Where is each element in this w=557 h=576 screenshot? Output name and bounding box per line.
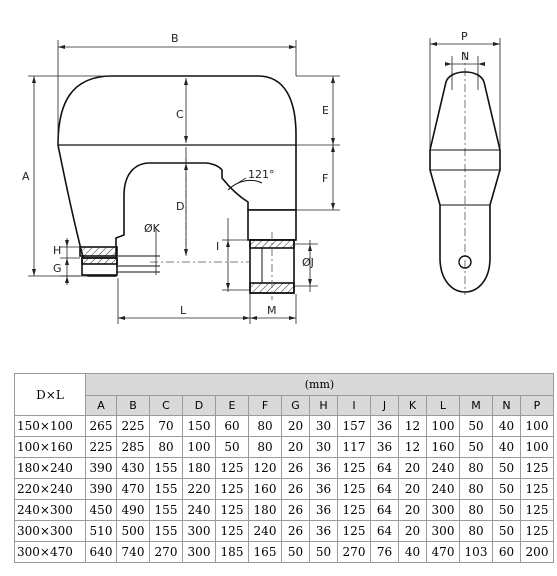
value-cell-a: 390 [86,479,117,500]
value-cell-n: 50 [493,521,521,542]
value-cell-b: 285 [117,437,150,458]
label-g: G [53,262,62,275]
size-cell: 220×240 [15,479,86,500]
table-row [15,416,554,437]
value-cell-a: 390 [86,458,117,479]
value-cell-l: 100 [427,416,460,437]
value-cell-h: 36 [310,479,338,500]
value-cell-m: 50 [460,437,493,458]
value-cell-b: 225 [117,416,150,437]
value-cell-f: 240 [249,521,282,542]
table-row [15,542,554,563]
value-cell-j: 64 [371,458,399,479]
label-c: C [176,108,184,121]
value-cell-l: 470 [427,542,460,563]
label-n: N [461,50,470,63]
value-cell-n: 60 [493,542,521,563]
table-row [15,437,554,458]
column-header-row [15,396,554,416]
value-cell-f: 165 [249,542,282,563]
value-cell-g: 20 [282,416,310,437]
value-cell-a: 450 [86,500,117,521]
specification-table [14,373,554,563]
value-cell-p: 125 [521,500,554,521]
size-cell: 150×100 [15,416,86,437]
dl-header: D×L [15,374,86,416]
value-cell-e: 185 [216,542,249,563]
value-cell-k: 12 [399,437,427,458]
value-cell-i: 125 [338,458,371,479]
value-cell-c: 270 [150,542,183,563]
value-cell-j: 64 [371,479,399,500]
value-cell-n: 50 [493,479,521,500]
value-cell-b: 430 [117,458,150,479]
value-cell-i: 117 [338,437,371,458]
value-cell-p: 125 [521,458,554,479]
label-f: F [322,172,329,185]
value-cell-k: 20 [399,479,427,500]
value-cell-p: 125 [521,479,554,500]
value-cell-i: 125 [338,479,371,500]
column-header-d: D [183,396,216,416]
value-cell-m: 80 [460,479,493,500]
value-cell-p: 200 [521,542,554,563]
value-cell-l: 160 [427,437,460,458]
label-k: ØK [144,222,160,235]
value-cell-n: 50 [493,458,521,479]
value-cell-p: 100 [521,416,554,437]
value-cell-e: 125 [216,500,249,521]
value-cell-f: 80 [249,437,282,458]
value-cell-k: 12 [399,416,427,437]
value-cell-c: 155 [150,521,183,542]
value-cell-h: 30 [310,437,338,458]
column-header-j: J [371,396,399,416]
value-cell-k: 40 [399,542,427,563]
value-cell-h: 36 [310,500,338,521]
column-header-h: H [310,396,338,416]
value-cell-j: 36 [371,437,399,458]
value-cell-h: 30 [310,416,338,437]
label-l: L [180,304,187,317]
value-cell-n: 40 [493,437,521,458]
value-cell-m: 80 [460,500,493,521]
value-cell-e: 125 [216,458,249,479]
size-cell: 240×300 [15,500,86,521]
value-cell-p: 100 [521,437,554,458]
label-b: B [171,32,179,45]
value-cell-e: 125 [216,479,249,500]
size-cell: 300×470 [15,542,86,563]
table-body [15,416,554,563]
value-cell-f: 80 [249,416,282,437]
value-cell-m: 103 [460,542,493,563]
column-header-i: I [338,396,371,416]
value-cell-i: 270 [338,542,371,563]
value-cell-l: 300 [427,500,460,521]
column-header-a: A [86,396,117,416]
value-cell-a: 640 [86,542,117,563]
value-cell-d: 300 [183,542,216,563]
value-cell-e: 125 [216,521,249,542]
value-cell-f: 160 [249,479,282,500]
value-cell-m: 80 [460,521,493,542]
value-cell-j: 76 [371,542,399,563]
value-cell-c: 155 [150,479,183,500]
label-h: H [53,244,62,257]
value-cell-b: 470 [117,479,150,500]
column-header-g: G [282,396,310,416]
column-header-l: L [427,396,460,416]
column-header-e: E [216,396,249,416]
value-cell-b: 490 [117,500,150,521]
column-header-b: B [117,396,150,416]
value-cell-i: 125 [338,500,371,521]
table-row [15,500,554,521]
value-cell-m: 50 [460,416,493,437]
value-cell-a: 510 [86,521,117,542]
value-cell-l: 240 [427,479,460,500]
screw-shoe [80,247,117,256]
value-cell-j: 64 [371,521,399,542]
label-a: A [22,170,30,183]
label-m: M [267,304,277,317]
value-cell-n: 50 [493,500,521,521]
label-angle: 121° [248,168,275,181]
size-cell: 100×160 [15,437,86,458]
value-cell-g: 26 [282,458,310,479]
column-header-c: C [150,396,183,416]
unit-header: (mm) [86,374,554,396]
value-cell-d: 300 [183,521,216,542]
value-cell-g: 26 [282,521,310,542]
value-cell-h: 50 [310,542,338,563]
value-cell-d: 240 [183,500,216,521]
value-cell-f: 120 [249,458,282,479]
label-i: I [216,240,220,253]
label-p: P [461,30,468,43]
value-cell-g: 26 [282,479,310,500]
value-cell-b: 740 [117,542,150,563]
value-cell-e: 60 [216,416,249,437]
column-header-n: N [493,396,521,416]
value-cell-m: 80 [460,458,493,479]
value-cell-b: 500 [117,521,150,542]
value-cell-d: 100 [183,437,216,458]
column-header-m: M [460,396,493,416]
value-cell-k: 20 [399,500,427,521]
value-cell-k: 20 [399,521,427,542]
value-cell-a: 265 [86,416,117,437]
value-cell-g: 50 [282,542,310,563]
table-row [15,479,554,500]
value-cell-e: 50 [216,437,249,458]
value-cell-l: 300 [427,521,460,542]
value-cell-a: 225 [86,437,117,458]
value-cell-c: 80 [150,437,183,458]
column-header-f: F [249,396,282,416]
column-header-p: P [521,396,554,416]
label-e: E [322,104,329,117]
label-j: ØJ [302,256,314,269]
table-row [15,521,554,542]
value-cell-h: 36 [310,458,338,479]
value-cell-j: 36 [371,416,399,437]
value-cell-h: 36 [310,521,338,542]
table-row [15,458,554,479]
value-cell-i: 125 [338,521,371,542]
value-cell-n: 40 [493,416,521,437]
value-cell-d: 220 [183,479,216,500]
value-cell-k: 20 [399,458,427,479]
value-cell-j: 64 [371,500,399,521]
value-cell-g: 26 [282,500,310,521]
size-cell: 180×240 [15,458,86,479]
value-cell-c: 155 [150,500,183,521]
value-cell-g: 20 [282,437,310,458]
column-header-k: K [399,396,427,416]
label-d: D [176,200,185,213]
value-cell-d: 150 [183,416,216,437]
value-cell-p: 125 [521,521,554,542]
value-cell-c: 70 [150,416,183,437]
size-cell: 300×300 [15,521,86,542]
value-cell-l: 240 [427,458,460,479]
value-cell-f: 180 [249,500,282,521]
value-cell-i: 157 [338,416,371,437]
value-cell-c: 155 [150,458,183,479]
value-cell-d: 180 [183,458,216,479]
